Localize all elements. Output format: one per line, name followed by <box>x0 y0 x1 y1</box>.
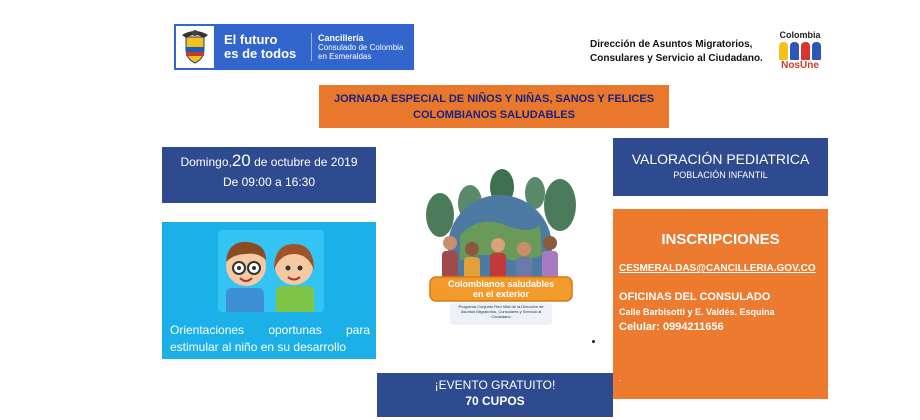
title-line-1: JORNADA ESPECIAL DE NIÑOS Y NIÑAS, SANOS Y FELICES <box>333 92 655 105</box>
date-prefix: Domingo, <box>180 155 232 169</box>
colombia-nos-une-logo <box>770 30 830 82</box>
colombianos-saludables-logo <box>410 165 592 335</box>
valoracion-title: VALORACIÓN PEDIATRICA <box>631 151 810 167</box>
email-link[interactable]: CESMERALDAS@CANCILLERIA.GOV.CO <box>619 263 816 274</box>
trailing-dot: . <box>619 373 622 383</box>
entity-name: Cancillería <box>318 32 364 43</box>
coat-of-arms-icon <box>174 24 216 70</box>
free-event-box <box>377 373 613 417</box>
people-figures-icon <box>770 42 830 60</box>
direccion-line-2: Consulares y Servicio al Ciudadano. <box>590 53 763 64</box>
entity-line-2: Consulado de Colombia <box>318 42 404 52</box>
date-box <box>162 147 376 203</box>
direccion-text <box>590 38 770 66</box>
colombia-word: Colombia <box>779 30 821 40</box>
valoracion-subtitle: POBLACIÓN INFANTIL <box>673 170 768 180</box>
kids-info-box <box>162 222 376 359</box>
logo-banner-line-2: en el exterior <box>472 289 530 299</box>
cancilleria-label <box>312 34 403 61</box>
office-address: Calle Barbisotti y E. Valdés. Esquina <box>619 307 775 317</box>
children-illustration <box>218 230 324 312</box>
nosune-word: NosUne <box>781 60 819 71</box>
decorative-dot <box>592 340 595 343</box>
government-logo <box>174 24 414 70</box>
event-title-banner <box>319 85 669 128</box>
office-label: OFICINAS DEL CONSULADO <box>619 291 771 303</box>
entity-line-3: en Esmeraldas <box>318 51 372 61</box>
logo-banner-line-1: Colombianos saludables <box>447 279 555 289</box>
inscripciones-box <box>613 209 828 399</box>
evento-gratuito: ¡EVENTO GRATUITO! <box>434 378 556 392</box>
kids-info-text: Orientaciones oportunas para estimular al niño en su desarrollo <box>170 323 370 354</box>
date-hours: De 09:00 a 16:30 <box>222 175 316 189</box>
slogan-line-2: es de todos <box>224 46 297 61</box>
date-line <box>162 151 376 172</box>
slogan-line-1: El futuro <box>224 32 278 47</box>
direccion-line-1: Dirección de Asuntos Migratorios, <box>590 39 753 50</box>
title-line-2: COLOMBIANOS SALUDABLES <box>413 108 575 121</box>
logo-small-text: Programa Conjunto Red Vital de la Dirección de Asuntos Migratorios, Consulares y Servicio al Ciudadano <box>458 304 544 319</box>
date-day: 20 <box>231 151 251 170</box>
valoracion-box <box>613 138 828 196</box>
phone-number: Celular: 0994211656 <box>619 321 724 333</box>
inscripciones-title: INSCRIPCIONES <box>661 231 780 248</box>
evento-cupos: 70 CUPOS <box>465 394 525 408</box>
gov-slogan <box>216 33 312 61</box>
date-rest: de octubre de 2019 <box>250 155 358 169</box>
